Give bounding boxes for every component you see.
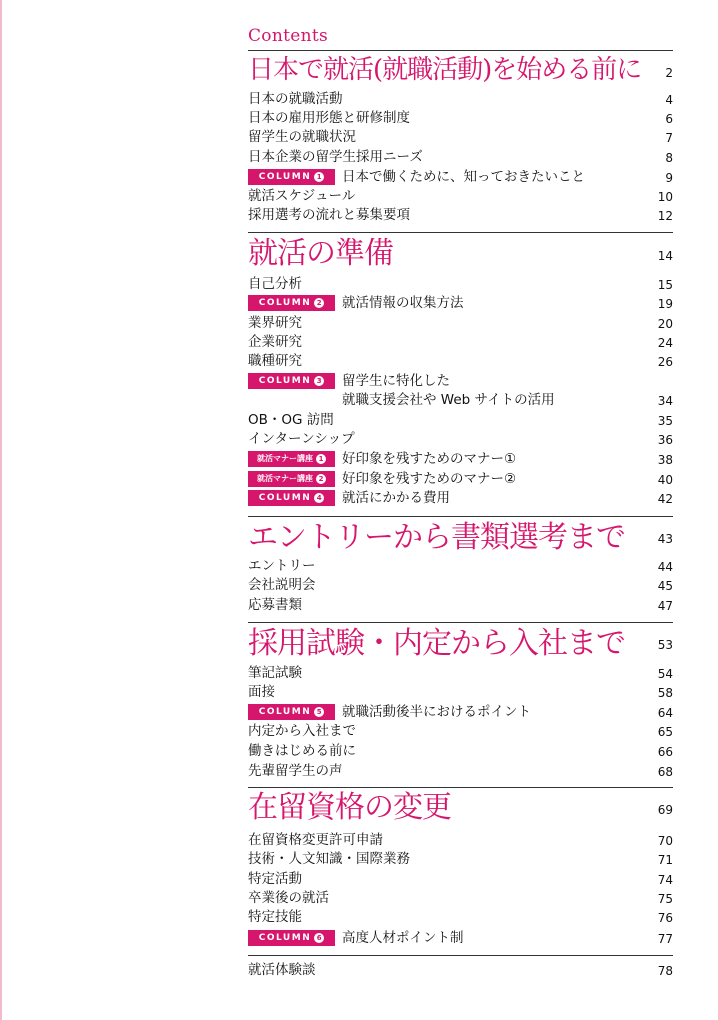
toc-item-column[interactable]: COLUMN 4 就活にかかる費用 42 [248,489,673,507]
section-page: 43 [657,532,673,546]
divider [248,955,673,956]
divider [248,787,673,788]
toc-item[interactable]: 自己分析 15 [248,276,673,292]
toc-item[interactable]: 採用選考の流れと募集要項 12 [248,207,673,223]
toc-item-column[interactable]: COLUMN 1 日本で働くために、知っておきたいこと 9 [248,168,673,186]
column-badge: COLUMN 2 [248,295,335,311]
section-title[interactable]: エントリーから書類選考まで [248,520,625,555]
page-edge [0,0,2,1020]
toc-item-final[interactable]: 就活体験談 78 [248,962,673,978]
toc-item[interactable]: 特定技能 76 [248,909,673,925]
toc-item[interactable]: 卒業後の就活 75 [248,890,673,906]
column-badge: COLUMN 5 [248,704,335,720]
section-title[interactable]: 採用試験・内定から入社まで [248,626,625,661]
toc-item[interactable]: 特定活動 74 [248,871,673,887]
section-page: 2 [665,66,673,80]
toc-item[interactable]: 応募書類 47 [248,597,673,613]
toc-item[interactable]: 働きはじめる前に 66 [248,743,673,759]
divider [248,50,673,51]
toc-item[interactable]: OB・OG 訪問 35 [248,412,673,428]
toc-item[interactable]: 留学生の就職状況 7 [248,129,673,145]
toc-item-manner[interactable]: 就活マナー講座 2 好印象を残すためのマナー② 40 [248,470,673,488]
toc-item[interactable]: 会社説明会 45 [248,577,673,593]
toc-item[interactable]: エントリー 44 [248,558,673,574]
manner-badge: 就活マナー講座 2 [248,471,335,487]
divider [248,516,673,517]
toc-item[interactable]: 職種研究 26 [248,353,673,369]
toc-item[interactable]: 日本の雇用形態と研修制度 6 [248,110,673,126]
toc-item[interactable]: 内定から入社まで 65 [248,723,673,739]
section-page: 69 [657,803,673,817]
section-title[interactable]: 日本で就活(就職活動)を始める前に [248,55,642,85]
toc-item[interactable]: 筆記試験 54 [248,665,673,681]
toc-item-column[interactable]: COLUMN 6 高度人材ポイント制 77 [248,929,673,947]
toc-item[interactable]: 在留資格変更許可申請 70 [248,832,673,848]
toc-item[interactable]: 就活スケジュール 10 [248,188,673,204]
toc-item-column[interactable]: COLUMN 2 就活情報の収集方法 19 [248,294,673,312]
column-badge: COLUMN 3 [248,373,335,389]
toc-item[interactable]: 先輩留学生の声 68 [248,763,673,779]
manner-badge: 就活マナー講座 1 [248,451,335,467]
toc-item[interactable]: 面接 58 [248,684,673,700]
column-badge: COLUMN 4 [248,490,335,506]
toc-item[interactable]: 企業研究 24 [248,334,673,350]
section-page: 53 [657,638,673,652]
table-of-contents [248,0,673,1020]
toc-item-column[interactable]: COLUMN 5 就職活動後半におけるポイント 64 [248,703,673,721]
toc-item[interactable]: 技術・人文知識・国際業務 71 [248,851,673,867]
column-badge: COLUMN 6 [248,930,335,946]
section-page: 14 [657,249,673,263]
toc-item[interactable]: 日本企業の留学生採用ニーズ 8 [248,149,673,165]
section-title[interactable]: 就活の準備 [248,236,393,271]
toc-item-column[interactable]: COLUMN 3 留学生に特化した [248,372,673,390]
column-badge: COLUMN 1 [248,169,335,185]
contents-heading: Contents [248,26,328,46]
section-title[interactable]: 在留資格の変更 [248,790,451,825]
divider [248,232,673,233]
toc-item[interactable]: 日本の就職活動 4 [248,91,673,107]
divider [248,622,673,623]
toc-item-manner[interactable]: 就活マナー講座 1 好印象を残すためのマナー① 38 [248,450,673,468]
toc-item[interactable]: 業界研究 20 [248,315,673,331]
toc-item[interactable]: インターンシップ 36 [248,431,673,447]
toc-item-column-line2[interactable]: 就職支援会社や Web サイトの活用 34 [342,392,673,408]
